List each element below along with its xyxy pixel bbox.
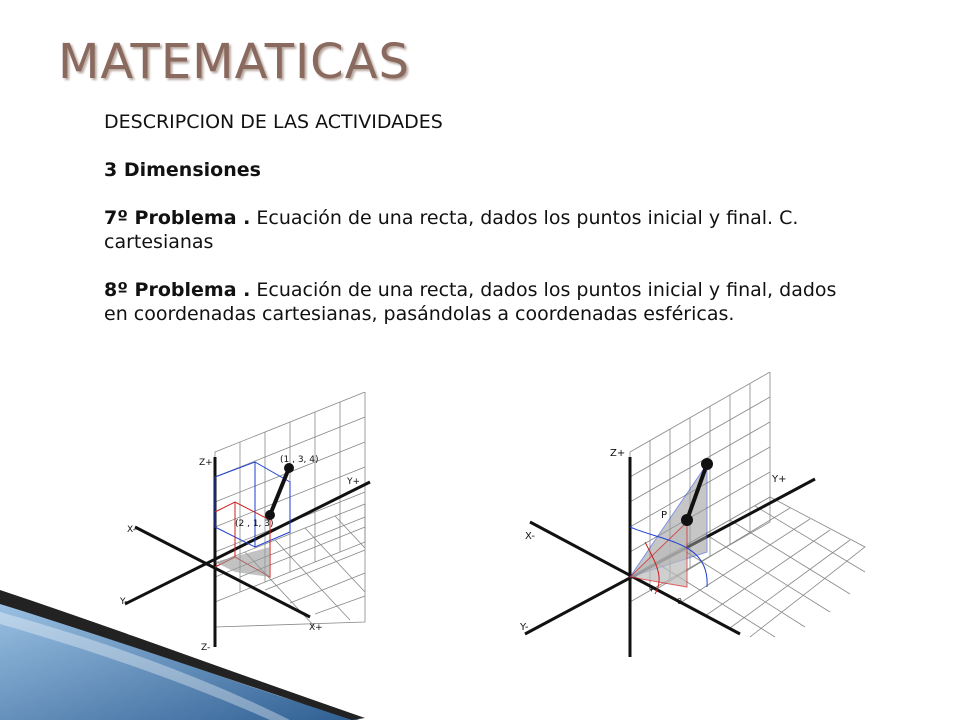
label-y-pos: Y+ [772, 474, 787, 485]
label-x-neg: X- [127, 525, 136, 535]
label-z-pos: Z+ [199, 458, 213, 468]
label-point-a: (1 , 3, 4) [280, 455, 319, 465]
point-end-dot [701, 458, 713, 470]
slide-title: MATEMATICAS [58, 34, 410, 90]
projection-triangle [630, 522, 687, 587]
problem-7-text: Ecuación de una recta, dados los puntos inicial y final. C. cartesianas [104, 207, 799, 253]
blue-projection-box [215, 462, 290, 547]
figure-cartesian-line [115, 392, 380, 657]
label-theta: θ [677, 597, 682, 606]
activities-heading: DESCRIPCION DE LAS ACTIVIDADES [104, 111, 443, 133]
problem-8-label: 8º Problema . [104, 279, 251, 301]
problem-8-text: Ecuación de una recta, dados los puntos inicial y final, dados en coordenadas cartesianas, pasándolas a coordenadas esféricas. [104, 279, 837, 325]
label-rho: P [661, 510, 668, 521]
label-x-neg: X- [525, 531, 535, 542]
label-y-neg: Y- [520, 622, 529, 633]
label-phi: φ [649, 583, 655, 592]
point-start-dot [681, 514, 693, 526]
label-z-pos: Z+ [610, 448, 626, 459]
axes [125, 457, 370, 647]
figure-spherical-coords [515, 372, 875, 657]
label-x-pos: X+ [309, 623, 323, 633]
label-z-neg: Z- [201, 643, 211, 653]
label-y-pos: Y+ [347, 477, 361, 487]
label-y-neg: Y- [120, 597, 128, 607]
problem-7-label: 7º Problema . [104, 207, 251, 229]
dimensions-subheading: 3 Dimensiones [104, 159, 261, 181]
x-axis [135, 527, 310, 617]
line-segment [270, 468, 289, 515]
label-point-b: (2 , 1, 3) [235, 519, 274, 529]
